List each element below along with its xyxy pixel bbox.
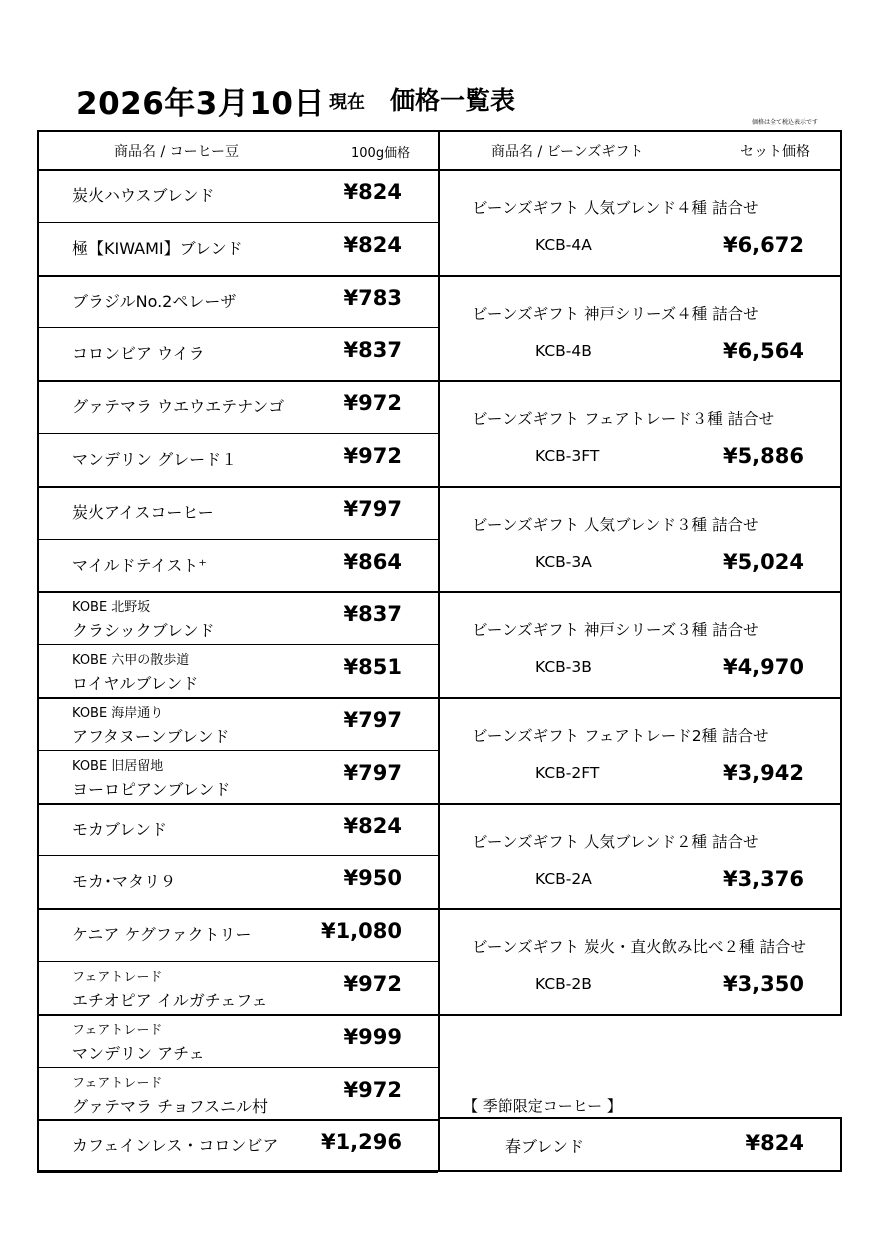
page-title: 価格一覧表	[390, 86, 516, 115]
header-bean-name: 商品名 / コーヒー豆	[114, 144, 240, 160]
gift-code: KCB-2B	[535, 975, 592, 994]
seasonal-label: 【 季節限定コーヒー 】	[463, 1097, 622, 1115]
bean-row-divider	[37, 908, 438, 910]
bean-price: ¥783	[343, 285, 402, 310]
bean-name: 極【KIWAMI】ブレンド	[72, 238, 243, 258]
bean-row-divider	[37, 433, 438, 434]
gift-code: KCB-4A	[535, 236, 592, 254]
bean-price: ¥824	[343, 813, 402, 838]
bean-subtitle: KOBE 北野坂	[72, 600, 151, 616]
bean-row-divider	[37, 486, 438, 488]
gift-name: ビーンズギフト フェアトレード３種 詰合せ	[472, 410, 775, 429]
gift-price: ¥5,886	[722, 444, 804, 469]
bean-row-divider	[37, 222, 438, 223]
gift-name: ビーンズギフト 炭火・直火飲み比べ２種 詰合せ	[472, 938, 806, 957]
gift-code: KCB-3A	[535, 552, 592, 571]
bean-price: ¥824	[343, 180, 402, 204]
page-title-now: 現在	[329, 92, 365, 113]
tax-note: 価格は全て税込表示です	[752, 119, 819, 126]
gift-code: KCB-2A	[535, 869, 592, 888]
seasonal-box-bottom	[438, 1170, 842, 1172]
gift-block-divider	[438, 697, 842, 699]
bean-price: ¥1,080	[320, 919, 402, 944]
bean-subtitle: フェアトレード	[72, 1022, 163, 1038]
seasonal-box-right	[840, 1117, 842, 1172]
bean-price: ¥972	[343, 444, 402, 468]
bean-name: モカブレンド	[72, 819, 167, 839]
gift-price: ¥6,672	[722, 233, 804, 257]
bean-price: ¥972	[343, 1077, 402, 1102]
bean-row-divider	[37, 855, 438, 856]
bean-price: ¥972	[343, 391, 402, 416]
header-gift-name: 商品名 / ビーンズギフト	[491, 144, 644, 160]
gift-name: ビーンズギフト 人気ブレンド２種 詰合せ	[472, 832, 759, 851]
bean-subtitle: フェアトレード	[72, 1075, 163, 1091]
table-bottom-left-border	[37, 1170, 440, 1172]
bean-name: 炭火ハウスブレンド	[72, 186, 215, 205]
gift-price: ¥6,564	[722, 338, 804, 363]
bean-price: ¥864	[343, 549, 402, 574]
bean-name: カフェインレス・コロンビア	[72, 1136, 279, 1156]
bean-row-divider	[37, 644, 438, 645]
gift-block-divider	[438, 591, 842, 593]
gift-code: KCB-2FT	[535, 764, 600, 782]
gift-price: ¥3,350	[722, 972, 804, 997]
seasonal-price: ¥824	[745, 1131, 804, 1155]
seasonal-box-top	[438, 1117, 842, 1119]
bean-price: ¥999	[343, 1024, 402, 1049]
gift-block-divider	[438, 803, 842, 805]
bean-price: ¥950	[343, 866, 402, 891]
seasonal-name: 春ブレンド	[505, 1137, 584, 1156]
gift-name: ビーンズギフト フェアトレード2種 詰合せ	[472, 727, 769, 745]
gift-name: ビーンズギフト 神戸シリーズ３種 詰合せ	[472, 621, 759, 640]
bean-name: マンデリン グレード１	[72, 450, 238, 469]
bean-name: マンデリン アチェ	[72, 1043, 205, 1063]
bean-row-divider	[37, 327, 438, 328]
gift-code: KCB-3B	[535, 658, 592, 677]
gift-price: ¥3,942	[722, 761, 804, 785]
bean-row-divider	[37, 750, 438, 751]
header-gift-price: セット価格	[740, 144, 810, 160]
bean-name: マイルドテイスト⁺	[72, 555, 207, 575]
bean-row-divider	[37, 961, 438, 962]
bean-name: グァテマラ ウエウエテナンゴ	[72, 397, 285, 417]
gift-block-divider	[438, 380, 842, 382]
gift-code: KCB-4B	[535, 341, 592, 360]
bean-subtitle: KOBE 海岸通り	[72, 706, 164, 721]
bean-row-divider	[37, 275, 438, 277]
bean-row-divider	[37, 697, 438, 699]
bean-subtitle: KOBE 六甲の散歩道	[72, 653, 190, 669]
gift-name: ビーンズギフト 人気ブレンド４種 詰合せ	[472, 199, 759, 217]
bean-row-divider	[37, 1119, 438, 1121]
gift-block-divider	[438, 908, 842, 910]
bean-name: ブラジルNo.2ペレーザ	[72, 291, 237, 311]
bean-name: ケニア ケグファクトリー	[72, 925, 252, 945]
gift-code: KCB-3FT	[535, 447, 600, 466]
bean-name: コロンビア ウイラ	[72, 344, 205, 364]
bean-price: ¥797	[343, 708, 402, 732]
bean-name: モカ･マタリ９	[72, 872, 177, 892]
header-bean-price: 100g価格	[351, 146, 411, 161]
gift-price: ¥3,376	[722, 866, 804, 891]
bean-row-divider	[37, 1014, 438, 1016]
bean-name: ロイヤルブレンド	[72, 674, 199, 694]
bean-row-divider	[37, 591, 438, 593]
gift-name: ビーンズギフト 神戸シリーズ４種 詰合せ	[472, 304, 759, 323]
bean-name: クラシックブレンド	[72, 621, 215, 641]
bean-name: 炭火アイスコーヒー	[72, 502, 214, 522]
bean-name: グァテマラ チョフスニル村	[72, 1096, 268, 1116]
gift-price: ¥5,024	[722, 549, 804, 574]
bean-row-divider	[37, 1172, 438, 1173]
bean-price: ¥851	[343, 655, 402, 680]
bean-price: ¥837	[343, 338, 402, 363]
bean-subtitle: KOBE 旧居留地	[72, 758, 164, 774]
bean-row-divider	[37, 380, 438, 382]
gift-name: ビーンズギフト 人気ブレンド３種 詰合せ	[472, 515, 759, 534]
bean-price: ¥797	[343, 496, 402, 521]
bean-row-divider	[37, 1067, 438, 1068]
bean-row-divider	[37, 803, 438, 805]
gift-block-divider	[438, 1014, 842, 1016]
bean-price: ¥797	[343, 760, 402, 785]
gift-price: ¥4,970	[722, 655, 804, 680]
table-right-border	[840, 130, 842, 1014]
bean-name: ヨーロピアンブレンド	[72, 779, 231, 799]
bean-subtitle: フェアトレード	[72, 970, 163, 985]
bean-price: ¥824	[343, 232, 402, 257]
gift-block-divider	[438, 486, 842, 488]
bean-price: ¥972	[343, 972, 402, 996]
page-title-date: 2026年3月10日	[76, 86, 325, 122]
bean-name: アフタヌーンブレンド	[72, 727, 230, 746]
bean-price: ¥837	[343, 602, 402, 627]
gift-block-divider	[438, 275, 842, 277]
bean-price: ¥1,296	[320, 1130, 402, 1155]
bean-row-divider	[37, 539, 438, 540]
bean-name: エチオピア イルガチェフェ	[72, 991, 268, 1010]
